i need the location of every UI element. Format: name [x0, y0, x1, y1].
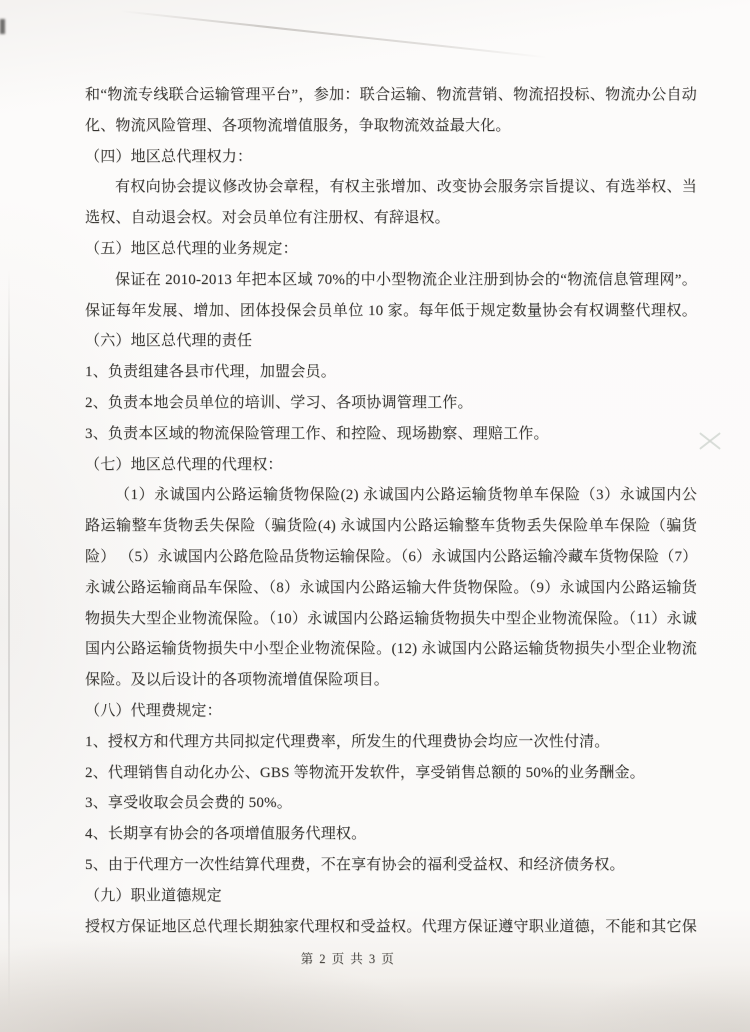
scan-edge-mark [0, 19, 5, 34]
paper-crease [120, 10, 548, 58]
document-line: （八）代理费规定： [85, 702, 222, 719]
document-body [85, 80, 697, 942]
document-line: 1、负责组建各县市代理，加盟会员。 [85, 364, 336, 381]
document-line: （1）永诚国内公路运输货物保险(2) 永诚国内公路运输货物单车保险（3）永诚国内公 [115, 487, 697, 504]
document-line: 5、由于代理方一次性结算代理费，不在享有协会的福利受益权、和经济债务权。 [85, 856, 625, 873]
document-line: 险） （5）永诚国内公路危险品货物运输保险。（6）永诚国内公路运输冷藏车货物保险（7） [85, 548, 697, 565]
document-line: （九）职业道德规定 [85, 887, 222, 904]
document-line: 保证在 2010-2013 年把本区域 70%的中小型物流企业注册到协会的“物流信息管理网”。 [115, 271, 697, 288]
scan-edge-shadow [8, 270, 10, 1010]
document-line: （五）地区总代理的业务规定： [85, 240, 298, 257]
document-line: 和“物流专线联合运输管理平台”，参加：联合运输、物流营销、物流招投标、物流办公自动 [85, 87, 697, 103]
document-line: 化、物流风险管理、各项物流增值服务，争取物流效益最大化。 [85, 117, 511, 134]
pen-stray-mark [697, 428, 723, 454]
document-line: （四）地区总代理权力： [85, 148, 253, 165]
document-line: 保险。及以后设计的各项物流增值保险项目。 [85, 672, 390, 689]
document-line: 有权向协会提议修改协会章程，有权主张增加、改变协会服务宗旨提议、有选举权、当 [115, 179, 697, 196]
document-line: 路运输整车货物丢失保险（骗货险(4) 永诚国内公路运输整车货物丢失保险单车保险（骗货 [85, 518, 697, 535]
document-line: 物损失大型企业物流保险。（10）永诚国内公路运输货物损失中型企业物流保险。（11）永诚 [85, 610, 697, 627]
document-line: 保证每年发展、增加、团体投保会员单位 10 家。每年低于规定数量协会有权调整代理权。 [85, 302, 697, 319]
document-line: 2、代理销售自动化办公、GBS 等物流开发软件，享受销售总额的 50%的业务酬金。 [85, 764, 645, 781]
document-line: 选权、自动退会权。对会员单位有注册权、有辞退权。 [85, 210, 450, 227]
document-line: 国内公路运输货物损失中小型企业物流保险。(12) 永诚国内公路运输货物损失小型企业物流 [85, 641, 697, 658]
document-line: （七）地区总代理的代理权： [85, 456, 283, 473]
document-line: 4、长期享有协会的各项增值服务代理权。 [85, 826, 367, 843]
document-line: 永诚公路运输商品车保险、（8）永诚国内公路运输大件货物保险。（9）永诚国内公路运输货 [85, 579, 697, 596]
document-line: （六）地区总代理的责任 [85, 333, 253, 350]
document-line: 授权方保证地区总代理长期独家代理权和受益权。代理方保证遵守职业道德，不能和其它保 [85, 918, 697, 935]
document-line: 3、享受收取会员会费的 50%。 [85, 795, 292, 812]
document-line: 1、授权方和代理方共同拟定代理费率，所发生的代理费协会均应一次性付清。 [85, 733, 610, 750]
page-number-footer: 第 2 页 共 3 页 [300, 952, 396, 966]
document-line: 2、负责本地会员单位的培训、学习、各项协调管理工作。 [85, 394, 473, 411]
document-line: 3、负责本区域的物流保险管理工作、和控险、现场勘察、理赔工作。 [85, 425, 549, 442]
